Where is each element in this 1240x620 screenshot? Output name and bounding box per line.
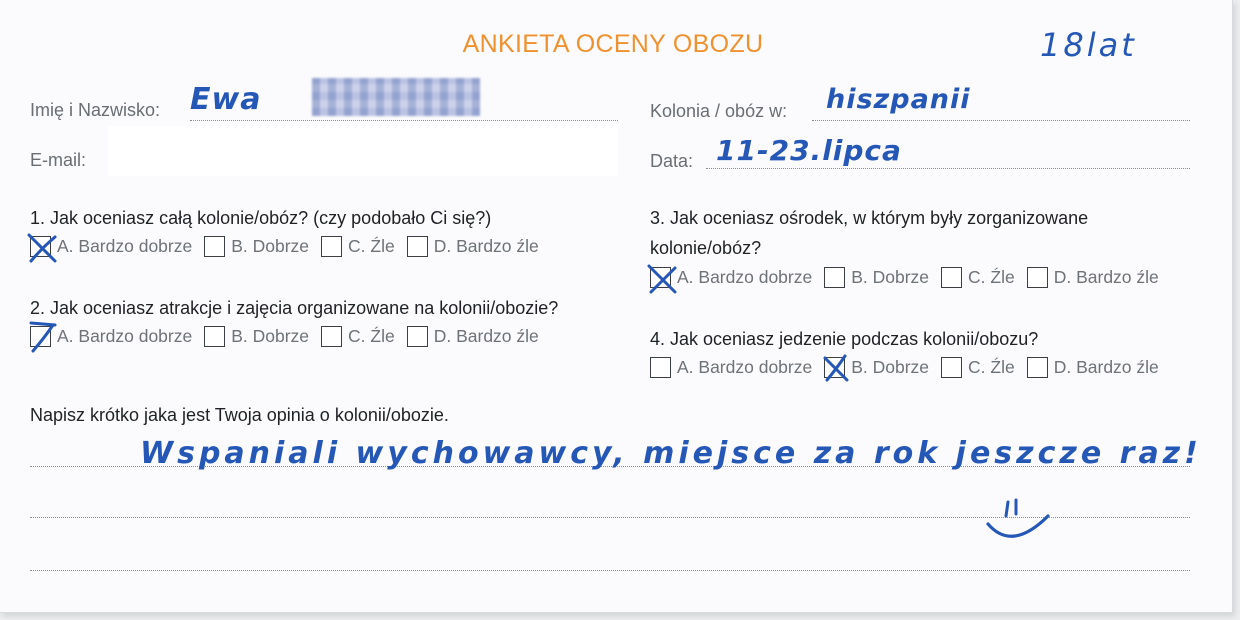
- name-label: Imię i Nazwisko:: [30, 100, 161, 120]
- checkbox[interactable]: [407, 326, 428, 347]
- q2-option-c[interactable]: [321, 326, 395, 347]
- q4-option-b[interactable]: [824, 357, 929, 378]
- option-label: C. Źle: [348, 236, 395, 256]
- redacted-surname: [312, 78, 480, 116]
- email-label: E-mail:: [30, 150, 87, 170]
- camp-value[interactable]: hiszpanii: [826, 84, 971, 115]
- option-label: A. Bardzo dobrze: [57, 326, 193, 346]
- q2-option-b[interactable]: [204, 326, 309, 347]
- q1-option-b[interactable]: [204, 236, 309, 257]
- checkbox[interactable]: [941, 357, 962, 378]
- q3-option-a[interactable]: [650, 267, 812, 288]
- checkbox[interactable]: [1027, 267, 1048, 288]
- checkbox[interactable]: [650, 357, 671, 378]
- checkbox[interactable]: [1027, 357, 1048, 378]
- question-3-text-cont: kolonie/obóz?: [650, 238, 762, 258]
- checkbox[interactable]: [941, 267, 962, 288]
- opinion-answer[interactable]: Wspaniali wychowawcy, miejsce za rok jeszcze raz!: [140, 436, 1202, 471]
- option-label: C. Źle: [348, 326, 395, 346]
- option-label: B. Dobrze: [851, 357, 930, 377]
- option-label: A. Bardzo dobrze: [677, 267, 813, 287]
- date-value[interactable]: 11-23.lipca: [716, 134, 902, 167]
- smiley-icon: [982, 494, 1062, 554]
- q2-option-a[interactable]: [30, 326, 192, 347]
- opinion-prompt: Napisz krótko jaka jest Twoja opinia o kolonii/obozie.: [30, 405, 449, 425]
- q3-option-d[interactable]: [1027, 267, 1159, 288]
- checkbox[interactable]: [321, 326, 342, 347]
- question-3-text: 3. Jak oceniasz ośrodek, w którym były zorganizowane: [650, 208, 1089, 228]
- checkbox[interactable]: [824, 267, 845, 288]
- camp-line: [812, 120, 1190, 121]
- option-label: C. Źle: [968, 357, 1015, 377]
- checkbox[interactable]: [650, 267, 671, 288]
- email-field[interactable]: [108, 126, 618, 176]
- question-2-options: [30, 326, 551, 347]
- q1-option-d[interactable]: [407, 236, 539, 257]
- age-note: 18lat: [1040, 26, 1137, 64]
- option-label: D. Bardzo źle: [1053, 267, 1159, 287]
- cross-mark-icon: [25, 319, 59, 355]
- opinion-line-3: [30, 570, 1190, 571]
- q4-option-d[interactable]: [1027, 357, 1159, 378]
- option-label: C. Źle: [968, 267, 1015, 287]
- name-line: [190, 120, 618, 121]
- question-4-text: 4. Jak oceniasz jedzenie podczas kolonii/obozu?: [650, 329, 1039, 349]
- question-1-options: [30, 236, 551, 257]
- question-4-options: [650, 357, 1171, 378]
- checkbox[interactable]: [204, 236, 225, 257]
- q1-option-a[interactable]: [30, 236, 192, 257]
- question-3-options: [650, 267, 1171, 288]
- q4-option-c[interactable]: [941, 357, 1015, 378]
- q3-option-c[interactable]: [941, 267, 1015, 288]
- date-line: [706, 168, 1190, 169]
- q4-option-a[interactable]: [650, 357, 812, 378]
- option-label: D. Bardzo źle: [433, 326, 539, 346]
- option-label: B. Dobrze: [231, 326, 310, 346]
- q1-option-c[interactable]: [321, 236, 395, 257]
- checkbox[interactable]: [30, 236, 51, 257]
- q2-option-d[interactable]: [407, 326, 539, 347]
- survey-title: ANKIETA OCENY OBOZU: [462, 30, 764, 58]
- date-label: Data:: [650, 151, 694, 171]
- option-label: D. Bardzo źle: [433, 236, 539, 256]
- camp-label: Kolonia / obóz w:: [650, 101, 788, 121]
- option-label: A. Bardzo dobrze: [57, 236, 193, 256]
- name-value[interactable]: Ewa: [190, 82, 262, 117]
- question-2-text: 2. Jak oceniasz atrakcje i zajęcia organizowane na kolonii/obozie?: [30, 298, 559, 318]
- cross-mark-icon: [645, 260, 679, 296]
- checkbox[interactable]: [30, 326, 51, 347]
- cross-mark-icon: [25, 229, 59, 265]
- checkbox[interactable]: [407, 236, 428, 257]
- q3-option-b[interactable]: [824, 267, 929, 288]
- question-1-text: 1. Jak oceniasz całą kolonie/obóz? (czy podobało Ci się?): [30, 208, 492, 228]
- checkbox[interactable]: [321, 236, 342, 257]
- option-label: D. Bardzo źle: [1053, 357, 1159, 377]
- checkbox[interactable]: [204, 326, 225, 347]
- checkbox[interactable]: [824, 357, 845, 378]
- option-label: A. Bardzo dobrze: [677, 357, 813, 377]
- option-label: B. Dobrze: [231, 236, 310, 256]
- cross-mark-icon: [819, 350, 853, 386]
- option-label: B. Dobrze: [851, 267, 930, 287]
